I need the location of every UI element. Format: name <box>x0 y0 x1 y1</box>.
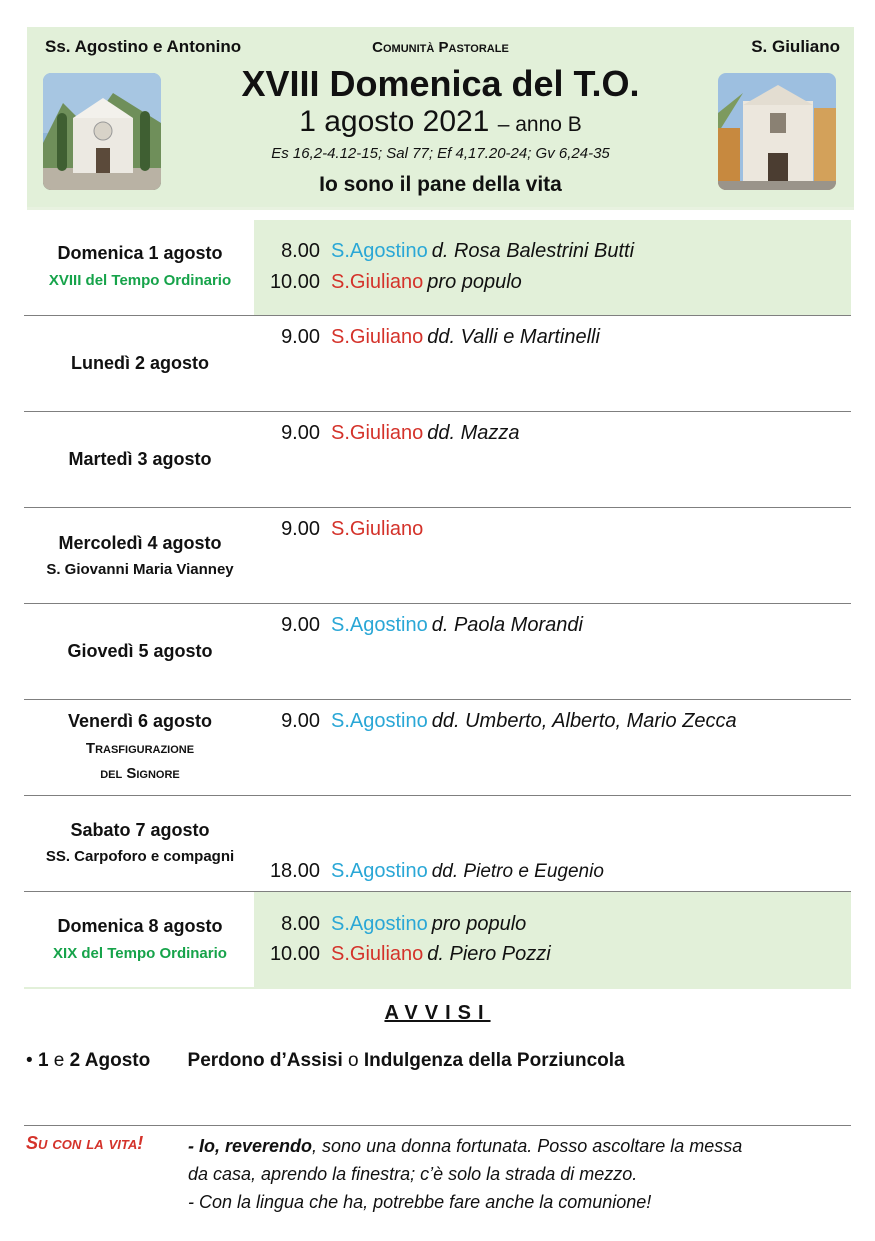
page-title: XVIII Domenica del T.O. <box>241 63 640 104</box>
date-text: 1 agosto 2021 <box>299 105 490 138</box>
day-row-1 <box>24 220 851 316</box>
day-label: Domenica 8 agosto <box>57 916 223 936</box>
feast-label: Trasfigurazione <box>85 740 195 757</box>
notice-date-and: e <box>53 1050 65 1071</box>
mass-schedule <box>24 220 851 989</box>
notice-item-a: Perdono d’Assisi <box>187 1050 343 1071</box>
saint-label: SS. Carpoforo e compagni <box>45 848 235 865</box>
humor-line-1: - Io, reverendo, sono una donna fortunata. Posso ascoltare la messa <box>188 1136 743 1156</box>
divider <box>24 1125 851 1126</box>
day-label: Mercoledì 4 agosto <box>58 533 222 553</box>
avvisi-title: AVVISI <box>384 1002 491 1024</box>
bullet-icon: • <box>26 1050 33 1071</box>
day-label: Martedì 3 agosto <box>68 449 212 469</box>
mass-entry: 9.00 S.Giuliano dd. Mazza <box>281 422 520 444</box>
day-row-6 <box>24 700 851 796</box>
feast-label: XVIII del Tempo Ordinario <box>48 272 232 289</box>
parish-left: Ss. Agostino e Antonino <box>45 37 242 56</box>
mass-entry: 9.00 S.Agostino d. Paola Morandi <box>281 614 583 636</box>
day-label: Lunedì 2 agosto <box>70 353 209 373</box>
mass-entry: 9.00 S.Giuliano dd. Valli e Martinelli <box>281 326 600 348</box>
day-row-3 <box>24 412 851 508</box>
mass-entry: 10.00 S.Giuliano pro populo <box>269 271 522 293</box>
readings: Es 16,2-4.12-15; Sal 77; Ef 4,17.20-24; Gv 6,24-35 <box>271 145 610 162</box>
day-row-5 <box>24 604 851 700</box>
church-giuliano-photo <box>718 73 836 190</box>
mass-entry: 18.00 S.Agostino dd. Pietro e Eugenio <box>269 860 604 882</box>
day-label: Domenica 1 agosto <box>57 243 223 263</box>
bulletin-header <box>27 27 854 210</box>
mass-entry: 9.00 S.Giuliano <box>281 518 424 540</box>
mass-entry: 8.00 S.Agostino pro populo <box>281 913 527 935</box>
church-agostino-photo <box>43 73 161 190</box>
mass-entry: 8.00 S.Agostino d. Rosa Balestrini Butti <box>281 240 635 262</box>
day-row-8 <box>24 892 851 989</box>
humor-line-3: - Con la lingua che ha, potrebbe fare anche la comunione! <box>188 1192 652 1212</box>
day-row-2 <box>24 316 851 412</box>
mass-entry: 10.00 S.Giuliano d. Piero Pozzi <box>269 943 551 965</box>
parish-right: S. Giuliano <box>751 37 840 56</box>
notice-item <box>26 1050 625 1072</box>
notice-date-rest: 2 Agosto <box>69 1050 151 1071</box>
community-label: Comunità Pastorale <box>372 39 509 56</box>
day-label: Sabato 7 agosto <box>70 820 210 840</box>
humor-text <box>188 1132 848 1216</box>
saint-label: S. Giovanni Maria Vianney <box>46 561 234 578</box>
notice-or: o <box>348 1050 359 1071</box>
anno-text: – anno B <box>497 113 582 136</box>
day-label: Giovedì 5 agosto <box>67 641 213 661</box>
feast-label-2: del Signore <box>100 765 180 782</box>
day-row-4 <box>24 508 851 604</box>
notice-item-b: Indulgenza della Porziuncola <box>363 1050 625 1071</box>
day-row-7 <box>24 796 851 892</box>
day-label: Venerdì 6 agosto <box>67 711 213 731</box>
feast-label: XIX del Tempo Ordinario <box>53 945 227 962</box>
humor-line-2: da casa, aprendo la finestra; c’è solo la strada di mezzo. <box>188 1164 638 1184</box>
humor-label: Su con la vita! <box>26 1133 144 1153</box>
motto: Io sono il pane della vita <box>319 173 562 196</box>
mass-entry: 9.00 S.Agostino dd. Umberto, Alberto, Mario Zecca <box>281 710 737 732</box>
notice-date-num: 1 <box>37 1050 49 1071</box>
